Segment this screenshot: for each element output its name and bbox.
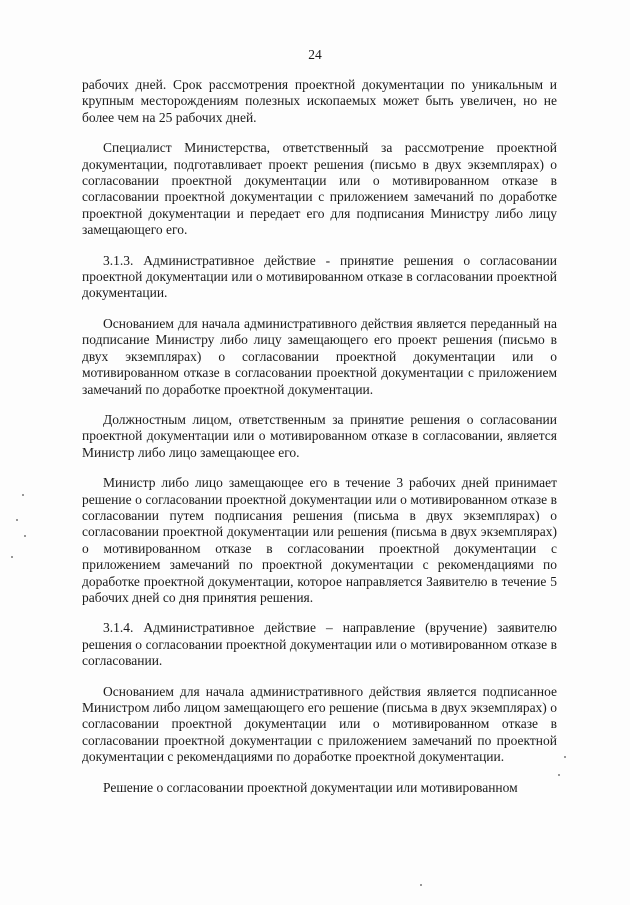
paragraph-responsible-official: Должностным лицом, ответственным за принятие решения о согласовании проектной документации или о мотивированном отказе в согласовании, является Министр либо лицо замещающее его. [82, 411, 557, 460]
scan-speck [420, 884, 422, 886]
paragraph-minister-decision: Министр либо лицо замещающее его в течение 3 рабочих дней принимает решение о согласовании проектной документации или о мотивированном отказе в согласовании путем подписания решения (письма в двух экземплярах) о согласовании проектной документации или решения (письма в двух экземплярах) о мотивированном отказе в согласовании проектной документации с приложением замечаний по проектной документации с рекомендациями по доработке проектной документации, которое направляется Заявителю в течение 5 рабочих дней со дня принятия решения. [82, 475, 557, 605]
paragraph-basis-3-1-3: Основанием для начала административного действия является переданный на подписание Министру либо лицу замещающего его проект решения (письмо в двух экземплярах) о согласовании проектной документации или о мотивированном отказе в согласовании проектной документации с приложением замечаний по доработке проектной документации. [82, 315, 557, 397]
scan-speck [24, 535, 26, 537]
paragraph-specialist: Специалист Министерства, ответственный за рассмотрение проектной документации, подготавливает проект решения (письмо в двух экземплярах) о согласовании проектной документации или о мотивированном отказе в согласовании проектной документации с приложением замечаний по доработке проектной документации и передает его для подписания Министру либо лицу замещающего его. [82, 140, 557, 238]
paragraph-basis-3-1-4: Основанием для начала административного действия является подписанное Министром либо лицом замещающего его решение (письма в двух экземплярах) о согласовании проектной документации или о мотивированном отказе в согласовании проектной документации с приложением замечаний по проектной документации с рекомендациями по доработке проектной документации. [82, 683, 557, 765]
paragraph-decision-start: Решение о согласовании проектной документации или мотивированном [103, 779, 518, 795]
scan-speck [22, 494, 24, 496]
paragraph-continuation: рабочих дней. Срок рассмотрения проектной документации по уникальным и крупным месторождениям полезных ископаемых может быть увеличен, но не более чем на 25 рабочих дней. [82, 77, 557, 125]
paragraph-section-3-1-4: 3.1.4. Административное действие – направление (вручение) заявителю решения о согласовании проектной документации или о мотивированном отказе в согласовании. [82, 620, 557, 669]
document-body [82, 77, 557, 796]
scan-speck [558, 774, 560, 776]
page-number: 24 [308, 47, 322, 62]
scan-speck [564, 756, 566, 758]
scan-speck [11, 556, 13, 558]
paragraph-section-3-1-3: 3.1.3. Административное действие - принятие решения о согласовании проектной документации или о мотивированном отказе в согласовании проектной документации. [82, 252, 557, 301]
scan-speck [16, 519, 18, 521]
